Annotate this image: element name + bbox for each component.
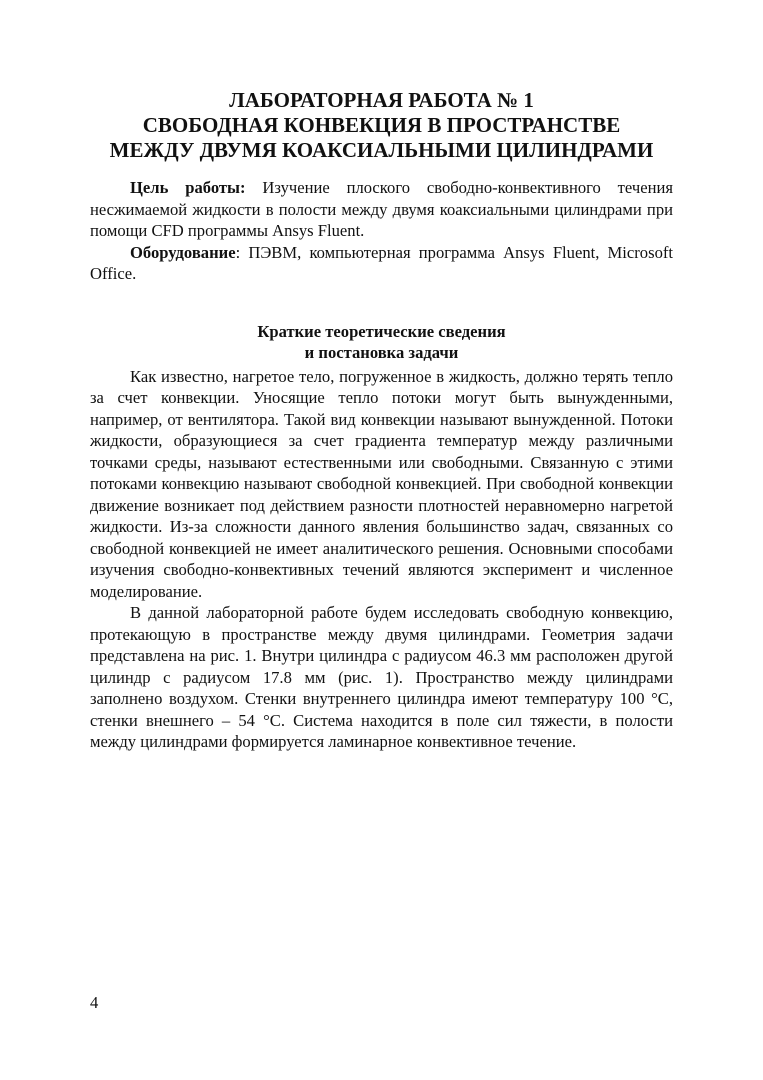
theory-paragraph-2: В данной лабораторной работе будем исследовать свободную конвекцию, протекающую в пространстве между двумя цилиндрами. Геометрия задачи представлена на рис. 1. Внутри цилиндра с радиусом 46.3 мм расположен другой цилиндр с радиусом 17.8 мм (рис. 1). Пространство между цилиндрами заполнено воздухом. Стенки внутреннего цилиндра имеют температуру 100 °С, стенки внешнего – 54 °С. Система находится в поле сил тяжести, в полости между цилиндрами формируется ламинарное конвективное течение. [90, 603, 673, 751]
goal-paragraph [90, 177, 673, 242]
goal-label: Цель работы: [130, 178, 246, 197]
title-line-3: МЕЖДУ ДВУМЯ КОАКСИАЛЬНЫМИ ЦИЛИНДРАМИ [109, 138, 654, 162]
title-line-2: СВОБОДНАЯ КОНВЕКЦИЯ В ПРОСТРАНСТВЕ [142, 113, 621, 137]
theory-paragraph-1: Как известно, нагретое тело, погруженное в жидкость, должно терять тепло за счет конвекции. Уносящие тепло потоки могут быть вынужденными, например, от вентилятора. Такой вид конвекции называют вынужденной. Потоки жидкости, образующиеся за счет градиента температур между различными точками среды, называют естественными или свободными. Связанную с этими потоками конвекцию называют свободной конвекцией. При свободной конвекции движение возникает под действием разности плотностей неравномерно нагретой жидкости. Из-за сложности данного явления большинство задач, связанных со свободной конвекцией не имеет аналитического решения. Основными способами изучения свободно-конвективных течений являются эксперимент и численное моделирование. [90, 366, 673, 601]
section-heading-line-1: Краткие теоретические сведения [257, 321, 506, 341]
page-number: 4 [90, 993, 99, 1012]
equipment-text: : ПЭВМ, компьютерная программа Ansys Fluent, Microsoft Office. [90, 242, 673, 283]
title-line-1: ЛАБОРАТОРНАЯ РАБОТА № 1 [229, 88, 534, 112]
page-title [90, 88, 673, 163]
equipment-label: Оборудование [130, 242, 236, 262]
section-heading [90, 321, 673, 363]
section-heading-line-2: и постановка задачи [304, 342, 459, 362]
equipment-paragraph [90, 242, 673, 285]
goal-text: Изучение плоского свободно-конвективного течения несжимаемой жидкости в полости между двумя коаксиальными цилиндрами при помощи CFD программы Ansys Fluent. [90, 178, 673, 240]
page-content [90, 88, 673, 753]
